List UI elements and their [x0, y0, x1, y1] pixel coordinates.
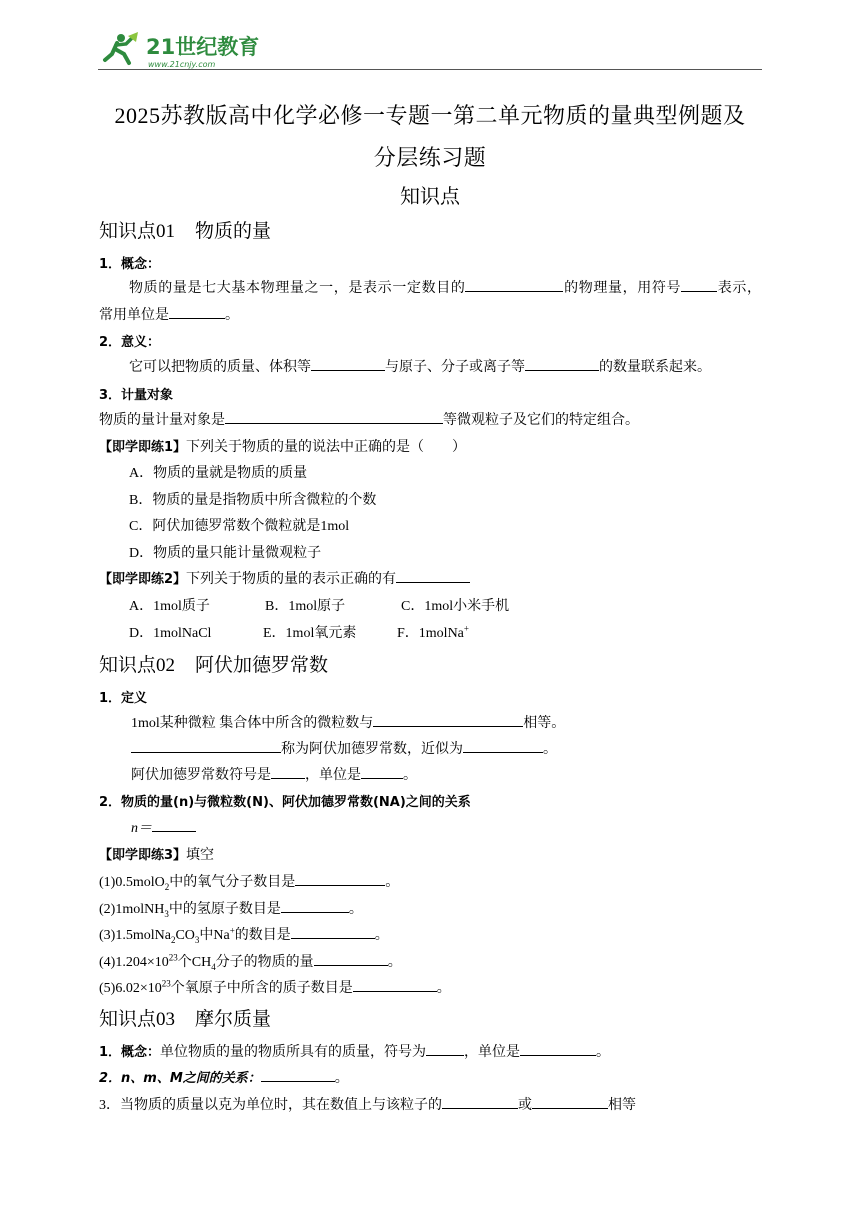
- title-line-1: 2025苏教版高中化学必修一专题一第二单元物质的量典型例题及: [114, 103, 746, 128]
- s3-relation-line: 2．n、m、M之间的关系： 。: [99, 1067, 349, 1087]
- exercise-3-item-5: $(5)6.02\times 10^{23}$个氧原子中所含的质子数目是 。: [99, 978, 451, 996]
- exercise-3-item-1: (1)0.5molO$_2$中的氧气分子数目是 。: [99, 871, 399, 892]
- section-heading-3: 知识点03 摩尔质量: [99, 1009, 272, 1030]
- subtitle: 知识点: [400, 186, 460, 208]
- exercise-2-option-a: A．1mol质子: [129, 599, 210, 614]
- s3-concept-line: 1．概念：单位物质的量的物质所具有的质量，符号为 ，单位是 。: [99, 1041, 610, 1061]
- exercise-2-option-d: D．1molNaCl: [129, 626, 212, 641]
- exercise-1-question: 【即学即练1】下列关于物质的量的说法中正确的是（ ）: [99, 440, 467, 455]
- section-heading-2: 知识点02 阿伏加德罗常数: [99, 655, 329, 676]
- exercise-1-option-c: C．阿伏加德罗常数个微粒就是1mol: [129, 519, 350, 534]
- exercise-2-option-b: B．1mol原子: [265, 599, 346, 614]
- header-rule: [98, 69, 762, 70]
- exercise-3-item-3: $(3)1.5molNa_2CO_3$中Na+的数目是 。: [99, 925, 389, 945]
- page-header: [98, 28, 762, 72]
- s1-heading-object: 3．计量对象: [99, 388, 174, 403]
- s1-meaning-line: 它可以把物质的质量、体积等 与原子、分子或离子等 的数量联系起来。: [129, 356, 711, 376]
- s1-concept-line2: 常用单位是 。: [99, 304, 239, 324]
- s2-def-line2: 称为阿伏加德罗常数，近似为 。: [131, 738, 557, 758]
- logo-text: 21世纪教育: [146, 35, 260, 59]
- s2-def-line1: 1mol某种微粒 集合体中所含的微粒数与 相等。: [131, 712, 565, 732]
- s2-heading-relation: 2．物质的量(n)与微粒数(N)、阿伏加德罗常数(NA)之间的关系: [99, 795, 471, 810]
- s2-def-line3: 阿伏加德罗常数符号是 ，单位是 。: [131, 764, 417, 784]
- exercise-1-option-b: B．物质的量是指物质中所含微粒的个数: [129, 493, 377, 508]
- s1-heading-meaning: 2．意义：: [99, 335, 161, 350]
- exercise-2-question: 【即学即练2】下列关于物质的量的表示正确的有: [99, 568, 470, 588]
- exercise-1-option-d: D．物质的量只能计量微观粒子: [129, 546, 322, 561]
- exercise-2-options-row1: [129, 595, 509, 615]
- exercise-3-question: 【即学即练3】填空: [99, 848, 215, 863]
- s3-value-line: 3．当物质的质量以克为单位时，其在数值上与该粒子的 或 相等: [99, 1094, 636, 1114]
- section-heading-1: 知识点01 物质的量: [99, 221, 272, 242]
- s1-heading-concept: 1．概念：: [99, 257, 161, 272]
- exercise-3-item-4: $(4)1.204\times 10^{23}$个$CH_4$分子的物质的量 。: [99, 952, 402, 972]
- s2-heading-definition: 1．定义: [99, 691, 148, 706]
- title-line-2: 分层练习题: [373, 145, 487, 170]
- logo-21cnjy: [102, 30, 262, 70]
- s1-object-line: 物质的量计量对象是 等微观粒子及它们的特定组合。: [99, 409, 639, 429]
- exercise-2-option-c: C．1mol小米手机: [401, 599, 510, 614]
- exercise-2-option-e: E．1mol氧元素: [263, 626, 357, 641]
- exercise-3-item-2: (2)1molNH$_3$中的氢原子数目是 。: [99, 898, 363, 919]
- exercise-1-option-a: A．物质的量就是物质的质量: [129, 466, 308, 481]
- s1-concept-line1: 物质的量是七大基本物理量之一，是表示一定数目的 的物理量，用符号 表示，: [129, 277, 761, 297]
- logo-url: www.21cnjy.com: [148, 60, 216, 69]
- s2-formula: n＝: [131, 817, 196, 837]
- exercise-2-option-f: F．1molNa+: [397, 623, 469, 641]
- exercise-2-options-row2: [129, 622, 469, 642]
